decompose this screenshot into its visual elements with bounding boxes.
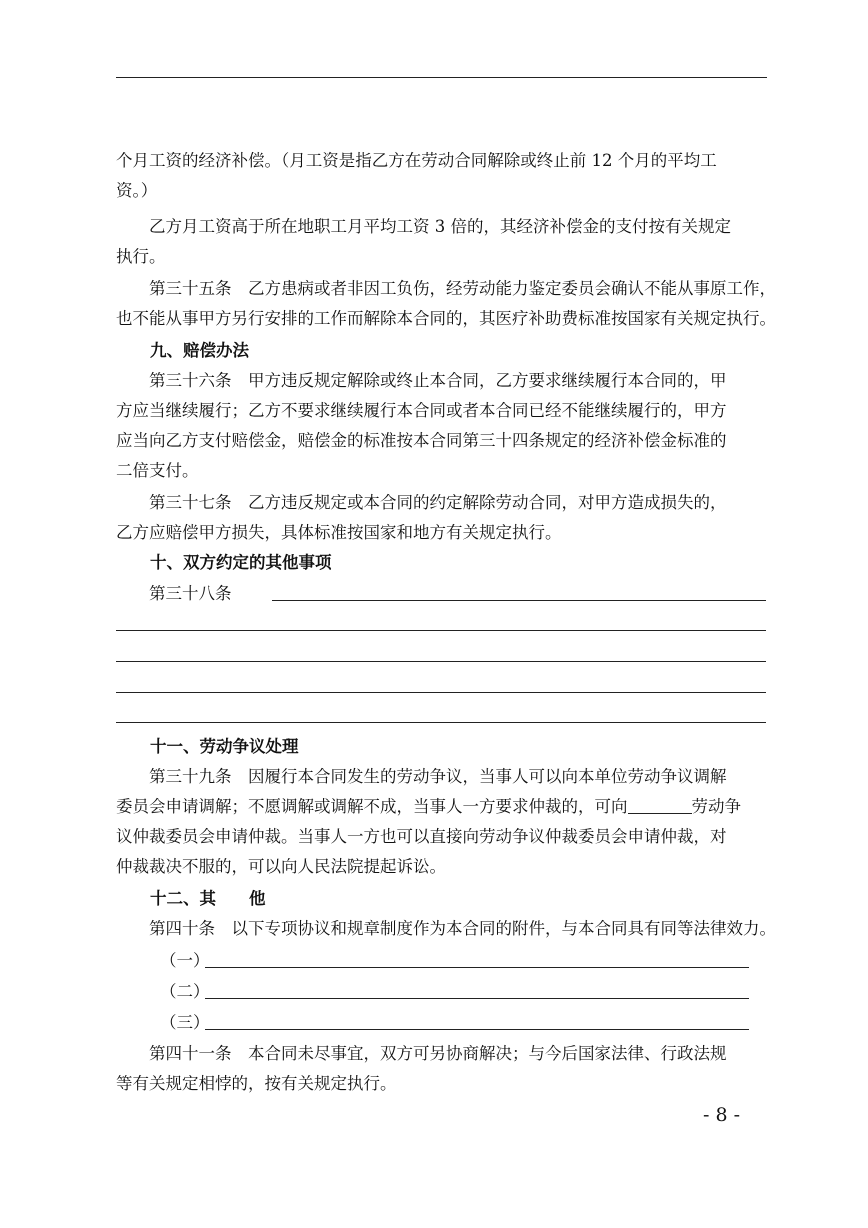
paragraph-line: 乙方月工资高于所在地职工月平均工资 3 倍的，其经济补偿金的支付按有关规定 [116,217,731,236]
article-37-line: 第三十七条 乙方违反规定或本合同的约定解除劳动合同，对甲方造成损失的， [116,493,727,512]
page-number: - 8 - [703,1104,741,1126]
article-35-line: 也不能从事甲方另行安排的工作而解除本合同的，其医疗补助费标准按国家有关规定执行。 [116,309,776,328]
fill-in-line [116,692,766,693]
attachment-item-2: （二） [160,982,210,1001]
article-37-line: 乙方应赔偿甲方损失，具体标准按国家和地方有关规定执行。 [116,523,562,542]
article-35-line: 第三十五条 乙方患病或者非因工负伤，经劳动能力鉴定委员会确认不能从事原工作， [116,279,776,298]
article-39-text: 委员会申请调解；不愿调解或调解不成，当事人一方要求仲裁的，可向 [116,797,628,816]
attachment-item-1: （一） [160,951,210,970]
article-36-line: 应当向乙方支付赔偿金，赔偿金的标准按本合同第三十四条规定的经济补偿金标准的 [116,431,727,450]
section-heading-9: 九、赔偿办法 [150,341,249,360]
fill-in-line [116,661,766,662]
blank-underline [628,797,692,815]
fill-in-line [116,722,766,723]
fill-in-line [205,998,749,999]
article-41-line: 第四十一条 本合同未尽事宜，双方可另协商解决；与今后国家法律、行政法规 [116,1044,727,1063]
article-36-line: 方应当继续履行；乙方不要求继续履行本合同或者本合同已经不能继续履行的，甲方 [116,401,727,420]
fill-in-line [205,1029,749,1030]
paragraph-line: 个月工资的经济补偿。（月工资是指乙方在劳动合同解除或终止前 12 个月的平均工 [116,151,717,170]
article-39-line: 议仲裁委员会申请仲裁。当事人一方也可以直接向劳动争议仲裁委员会申请仲裁，对 [116,827,727,846]
fill-in-line [205,967,749,968]
article-41-line: 等有关规定相悖的，按有关规定执行。 [116,1074,397,1093]
attachment-item-3: （三） [160,1013,210,1032]
section-heading-11: 十一、劳动争议处理 [150,737,299,756]
article-40-line: 第四十条 以下专项协议和规章制度作为本合同的附件，与本合同具有同等法律效力。 [116,919,776,938]
section-heading-10: 十、双方约定的其他事项 [150,553,332,572]
header-rule [116,77,767,78]
fill-in-line [116,630,766,631]
paragraph-line: 资。） [116,181,158,200]
paragraph-line: 执行。 [116,247,166,266]
article-38-label: 第三十八条 [116,584,232,603]
article-36-line: 第三十六条 甲方违反规定解除或终止本合同，乙方要求继续履行本合同的，甲 [116,371,727,390]
article-36-line: 二倍支付。 [116,461,199,480]
article-39-line: 仲裁裁决不服的，可以向人民法院提起诉讼。 [116,857,446,876]
fill-in-line [272,600,766,601]
article-39-line: 第三十九条 因履行本合同发生的劳动争议，当事人可以向本单位劳动争议调解 [116,767,727,786]
article-39-text: 劳动争 [691,797,741,816]
article-39-line [116,792,768,822]
section-heading-12: 十二、其 他 [150,889,266,908]
